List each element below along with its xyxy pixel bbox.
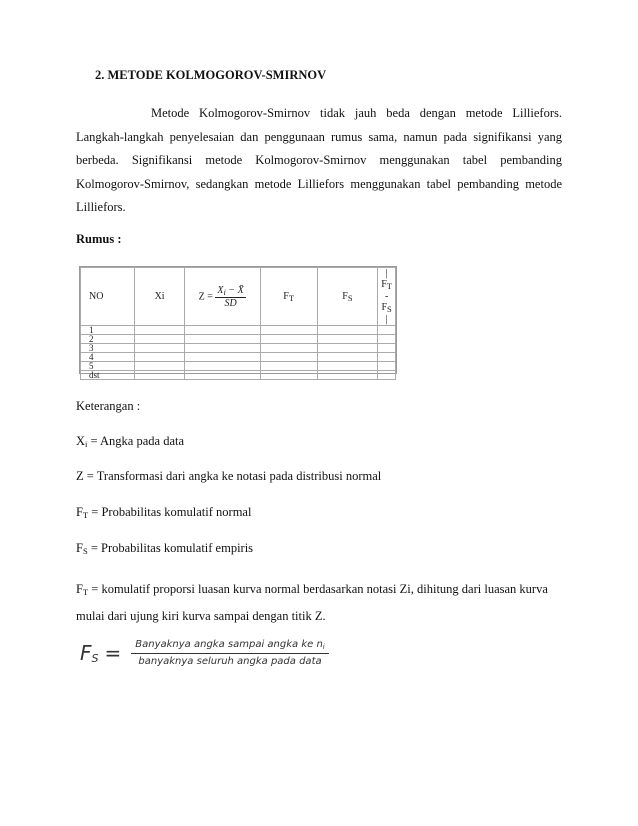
empty-cell	[260, 335, 317, 344]
row-number-cell: 3	[81, 344, 135, 353]
empty-cell	[184, 344, 260, 353]
intro-paragraph-first-line: Metode Kolmogorov-Smirnov tidak jauh beda dengan metode Lilliefors.	[151, 106, 562, 120]
empty-cell	[135, 362, 184, 371]
z-num-rest: − X̄	[225, 284, 244, 296]
formula-numerator-text: Banyaknya angka sampai angka ke n	[135, 639, 323, 650]
row-number-cell: 5	[81, 362, 135, 371]
section-heading: 2. METODE KOLMOGOROV-SMIRNOV	[95, 68, 327, 82]
legend-ft-long-symbol: F	[76, 582, 83, 596]
empty-cell	[184, 353, 260, 362]
table-body	[81, 326, 396, 380]
formula-equals: =	[104, 641, 122, 665]
empty-cell	[184, 362, 260, 371]
rumus-table	[79, 266, 397, 380]
formula-lhs	[80, 641, 99, 665]
table-row	[81, 371, 396, 380]
legend-ft-long-text: = komulatif proporsi luasan kurva normal berdasarkan notasi Zi, dihitung dari luasan kurva mulai dari ujung kiri kurva sampai dengan titik Z.	[76, 582, 548, 623]
empty-cell	[378, 344, 396, 353]
empty-cell	[135, 353, 184, 362]
empty-cell	[260, 326, 317, 335]
row-number-cell: 4	[81, 353, 135, 362]
intro-paragraph	[76, 102, 562, 220]
legend-fs-sub: S	[82, 546, 88, 556]
empty-cell	[317, 326, 378, 335]
empty-cell	[260, 344, 317, 353]
empty-cell	[135, 371, 184, 380]
header-fs	[317, 268, 378, 326]
empty-cell	[135, 335, 184, 344]
header-ft-sub: T	[288, 292, 295, 303]
table-header-row	[81, 268, 396, 326]
empty-cell	[135, 326, 184, 335]
formula-lhs-symbol: F	[80, 641, 92, 665]
header-diff-sub2: S	[387, 304, 392, 314]
legend-ft-long-sub: T	[82, 587, 89, 597]
legend-xi	[76, 434, 184, 449]
empty-cell	[317, 335, 378, 344]
empty-cell	[135, 344, 184, 353]
row-number-cell: dst	[81, 371, 135, 380]
empty-cell	[317, 344, 378, 353]
header-diff-sub1: T	[386, 281, 392, 291]
legend-xi-sub: i	[85, 439, 88, 449]
header-diff	[378, 268, 396, 326]
z-num-x: X	[217, 284, 224, 296]
formula-numerator-sub: i	[322, 643, 325, 651]
table-row	[81, 362, 396, 371]
empty-cell	[260, 362, 317, 371]
intro-paragraph-rest: Langkah-langkah penyelesaian dan penggunaan rumus sama, namun pada signifikansi yang berbeda. Signifikansi metode Kolmogorov-Smirnov menggunakan tabel pembanding Kolmogorov-Smirnov, sedangkan metode Lilliefors menggunakan tabel pembanding metode Lilliefors.	[76, 129, 562, 214]
header-fs-symbol: F	[342, 290, 348, 302]
header-fs-sub: S	[347, 292, 353, 303]
legend-ft-symbol: F	[76, 505, 83, 519]
legend-fs-symbol: F	[76, 541, 83, 555]
table-row	[81, 326, 396, 335]
empty-cell	[378, 362, 396, 371]
header-z-lhs: Z =	[198, 290, 213, 302]
rumus-table-grid	[80, 267, 396, 380]
row-number-cell: 1	[81, 326, 135, 335]
table-row	[81, 353, 396, 362]
legend-xi-text: = Angka pada data	[87, 434, 185, 448]
legend-ft	[76, 505, 251, 520]
header-z	[184, 268, 260, 326]
empty-cell	[378, 353, 396, 362]
legend-ft-text: = Probabilitas komulatif normal	[88, 505, 252, 519]
empty-cell	[317, 353, 378, 362]
z-num-sub: i	[223, 286, 226, 297]
header-ft-symbol: F	[283, 290, 289, 302]
row-number-cell: 2	[81, 335, 135, 344]
header-diff-a: | F	[381, 268, 388, 290]
header-diff-mid: - F	[381, 291, 389, 313]
z-fraction-denominator: SD	[224, 297, 237, 309]
empty-cell	[317, 362, 378, 371]
rumus-label: Rumus :	[76, 232, 122, 246]
formula-fraction	[131, 639, 328, 667]
legend-ft-long	[76, 578, 576, 628]
empty-cell	[184, 335, 260, 344]
header-xi: Xi	[135, 268, 184, 326]
z-fraction-numerator	[215, 285, 245, 298]
legend-fs	[76, 541, 253, 556]
legend-ft-sub: T	[82, 510, 89, 520]
empty-cell	[378, 326, 396, 335]
table-row	[81, 344, 396, 353]
empty-cell	[260, 371, 317, 380]
header-diff-end: |	[385, 314, 388, 325]
empty-cell	[378, 371, 396, 380]
fs-formula	[80, 636, 329, 670]
formula-numerator	[131, 639, 328, 654]
z-fraction	[215, 285, 245, 309]
legend-xi-symbol: X	[76, 434, 86, 448]
empty-cell	[317, 371, 378, 380]
formula-denominator: banyaknya seluruh angka pada data	[138, 656, 322, 667]
empty-cell	[184, 326, 260, 335]
keterangan-title: Keterangan :	[76, 399, 141, 413]
header-no: NO	[81, 268, 135, 326]
header-ft	[260, 268, 317, 326]
empty-cell	[184, 371, 260, 380]
legend-fs-text: = Probabilitas komulatif empiris	[87, 541, 254, 555]
empty-cell	[260, 353, 317, 362]
empty-cell	[378, 335, 396, 344]
formula-lhs-sub: S	[91, 652, 99, 665]
table-row	[81, 335, 396, 344]
legend-z: Z = Transformasi dari angka ke notasi pada distribusi normal	[76, 469, 382, 483]
